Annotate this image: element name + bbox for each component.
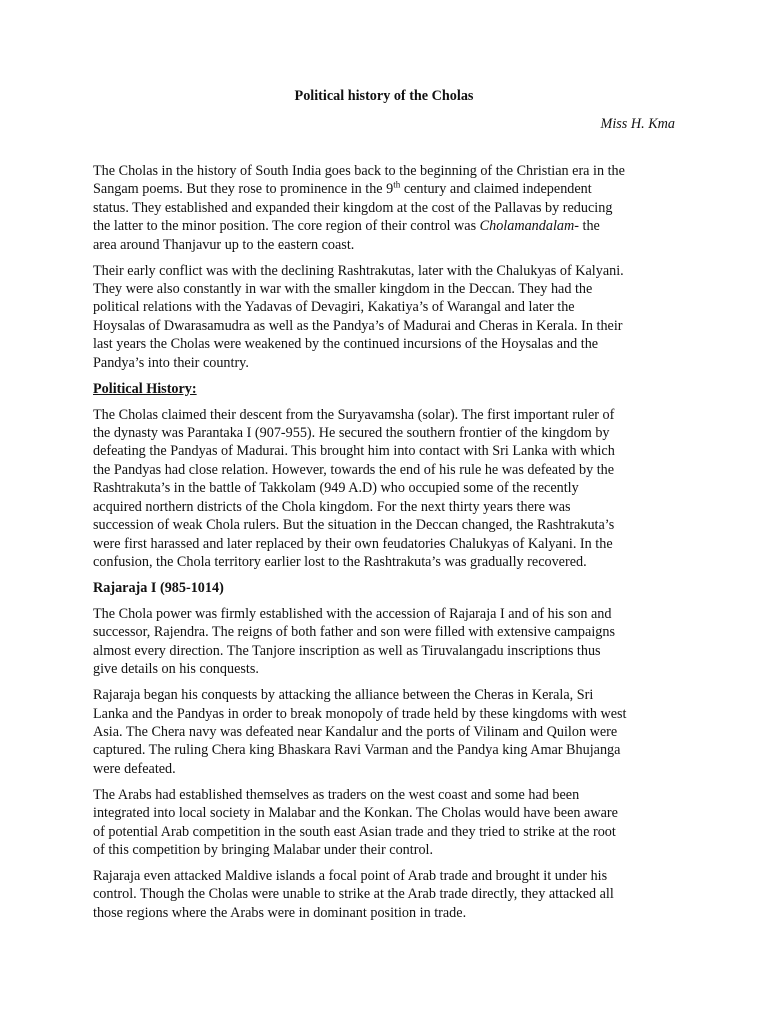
paragraph-political-history: [93, 406, 675, 572]
paragraph-line: give details on his conquests.: [93, 661, 259, 678]
text-run: - the: [574, 218, 600, 235]
paragraph-line: were first harassed and later replaced by their own feudatories Chalukyas of Kalyani. In the: [93, 535, 613, 552]
paragraph-line: successor, Rajendra. The reigns of both father and son were filled with extensive campaigns: [93, 624, 615, 641]
paragraph-line: the dynasty was Parantaka I (907-955). He secured the southern frontier of the kingdom by: [93, 425, 610, 442]
paragraph-line: [93, 217, 675, 235]
paragraph-line: Rashtrakuta’s in the battle of Takkolam (949 A.D) who occupied some of the recently: [93, 480, 579, 497]
paragraph-line: area around Thanjavur up to the eastern coast.: [93, 236, 355, 253]
paragraph-arabs: [93, 786, 675, 860]
paragraph-line: Hoysalas of Dwarasamudra as well as the Pandya’s of Madurai and Cheras in Kerala. In their: [93, 317, 623, 334]
paragraph-line: Lanka and the Pandyas in order to break monopoly of trade held by these kingdoms with west: [93, 705, 627, 722]
text-run: century and claimed independent: [400, 181, 592, 198]
superscript: th: [393, 179, 401, 190]
paragraph-line: Asia. The Chera navy was defeated near Kandalur and the ports of Vilinam and Quilon were: [93, 723, 618, 740]
paragraph-line: succession of weak Chola rulers. But the situation in the Deccan changed, the Rashtrakuta’s: [93, 517, 615, 534]
paragraph-line: The Cholas claimed their descent from the Suryavamsha (solar). The first important ruler of: [93, 406, 615, 423]
paragraph-intro: [93, 162, 675, 254]
paragraph-line: confusion, the Chola territory earlier lost to the Rashtrakuta’s was gradually recovered.: [93, 553, 587, 570]
document-page: [93, 87, 675, 922]
paragraph-conflicts: [93, 262, 675, 372]
paragraph-line: Rajaraja began his conquests by attacking the alliance between the Cheras in Kerala, Sri: [93, 687, 594, 704]
paragraph-line: The Cholas in the history of South India goes back to the beginning of the Christian era in the: [93, 163, 625, 179]
document-author: Miss H. Kma: [600, 116, 675, 132]
paragraph-line: the Pandyas had close relation. However, towards the end of his rule he was defeated by the: [93, 461, 615, 478]
paragraph-line: were defeated.: [93, 760, 176, 777]
document-title: Political history of the Cholas: [294, 88, 474, 104]
italic-term: Cholamandalam: [479, 218, 575, 235]
paragraph-line: of potential Arab competition in the south east Asian trade and they tried to strike at the root: [93, 823, 616, 840]
paragraph-line: acquired northern districts of the Chola kingdom. For the next thirty years there was: [93, 498, 571, 515]
paragraph-line: defeating the Pandyas of Madurai. This brought him into contact with Sri Lanka with which: [93, 443, 615, 460]
paragraph-line: They were also constantly in war with the smaller kingdom in the Deccan. They had the: [93, 281, 593, 298]
paragraph-line: Rajaraja even attacked Maldive islands a focal point of Arab trade and brought it under his: [93, 867, 608, 884]
paragraph-line: The Arabs had established themselves as traders on the west coast and some had been: [93, 786, 580, 803]
paragraph-rajaraja-power: [93, 605, 675, 679]
paragraph-line: Pandya’s into their country.: [93, 354, 249, 371]
paragraph-line: almost every direction. The Tanjore inscription as well as Tiruvalangadu inscriptions thus: [93, 642, 601, 659]
paragraph-line: those regions where the Arabs were in dominant position in trade.: [93, 904, 467, 921]
paragraph-line: captured. The ruling Chera king Bhaskara Ravi Varman and the Pandya king Amar Bhujanga: [93, 742, 621, 759]
paragraph-line: political relations with the Yadavas of Devagiri, Kakatiya’s of Warangal and later the: [93, 299, 575, 316]
paragraph-rajaraja-conquests: [93, 686, 675, 778]
text-run: Sangam poems. But they rose to prominence in the 9: [93, 181, 394, 198]
paragraph-line: of this competition by bringing Malabar under their control.: [93, 841, 434, 858]
paragraph-line: The Chola power was firmly established with the accession of Rajaraja I and of his son and: [93, 605, 612, 622]
section-heading-rajaraja: Rajaraja I (985-1014): [93, 579, 224, 596]
paragraph-line: Their early conflict was with the declining Rashtrakutas, later with the Chalukyas of Kalyani.: [93, 262, 624, 279]
paragraph-line: control. Though the Cholas were unable to strike at the Arab trade directly, they attacked all: [93, 886, 614, 903]
paragraph-line: last years the Cholas were weakened by the continued incursions of the Hoysalas and the: [93, 336, 599, 353]
paragraph-maldives: [93, 867, 675, 922]
section-heading-political-history: Political History:: [93, 380, 197, 397]
paragraph-line: integrated into local society in Malabar and the Konkan. The Cholas would have been aware: [93, 805, 618, 822]
text-run: the latter to the minor position. The core region of their control was: [93, 218, 480, 235]
paragraph-line: [93, 180, 675, 198]
paragraph-line: status. They established and expanded their kingdom at the cost of the Pallavas by reducing: [93, 199, 613, 216]
